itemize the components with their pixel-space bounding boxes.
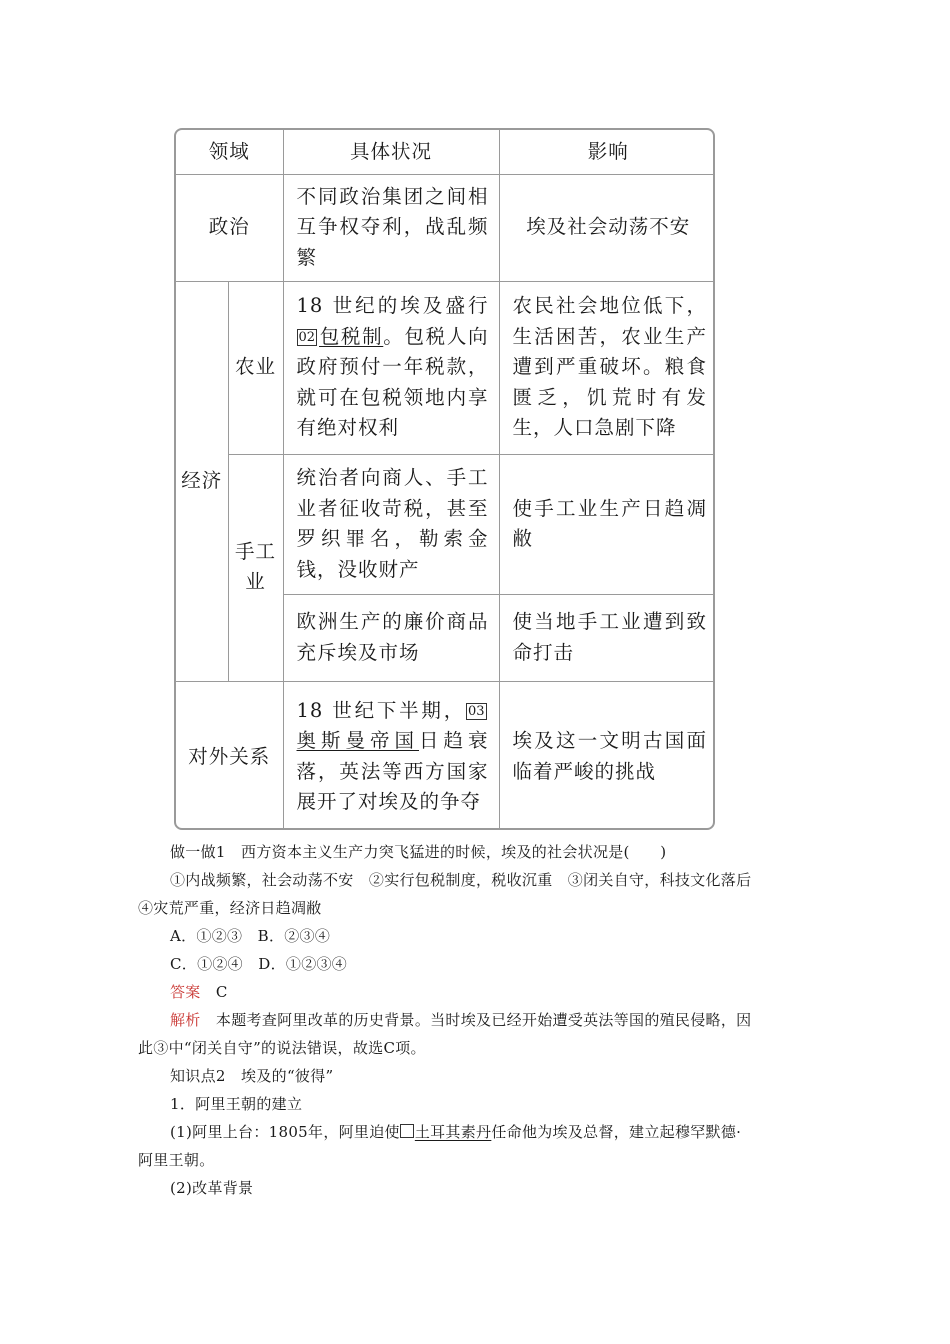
agriculture-status: [283, 281, 499, 454]
item-2: (2)改革背景: [170, 1179, 254, 1197]
foreign-status-term: 奥斯曼帝国: [296, 729, 419, 753]
table-row: [176, 174, 715, 281]
fill-in-blank-box: [400, 1124, 414, 1138]
item-1-term: 土耳其素丹: [400, 1123, 492, 1141]
history-table: [174, 128, 715, 830]
item-1-line2: 阿里王朝。: [138, 1151, 215, 1169]
subheading-1: 1．阿里王朝的建立: [170, 1095, 303, 1113]
option-a-b: A．①②③ B．②③④: [170, 927, 331, 945]
agriculture-status-marked: [297, 325, 384, 348]
exercise-statements-line2: ④灾荒严重，经济日趋凋敝: [138, 899, 322, 917]
header-impact: 影响: [499, 130, 715, 174]
answer-value: C: [215, 983, 228, 1001]
exercise-statements-line1: ①内战频繁，社会动荡不安 ②实行包税制度，税收沉重 ③闭关自守，科技文化落后: [170, 871, 752, 889]
agriculture-status-term: 包税制: [319, 324, 384, 348]
foreign-status-pre: 18 世纪下半期，: [296, 698, 466, 722]
foreign-impact: 埃及这一文明古国面临着严峻的挑战: [499, 681, 715, 830]
row-label-handicraft: 手工业: [228, 454, 283, 681]
row-label-economy: 经济: [176, 281, 228, 681]
politics-status: 不同政治集团之间相互争权夺利，战乱频繁: [283, 174, 499, 281]
row-label-politics: 政治: [176, 174, 283, 281]
handicraft-status-1: 统治者向商人、手工业者征收苛税，甚至罗织罪名，勒索金钱，没收财产: [283, 454, 499, 594]
politics-impact: 埃及社会动荡不安: [499, 174, 715, 281]
foreign-status: [283, 681, 499, 830]
item-1-line1: (1)阿里上台：1805年，阿里迫使 土耳其素丹任命他为埃及总督，建立起穆罕默德·: [170, 1123, 742, 1141]
foreign-status-post: 日趋衰落，英法等西方国家展开了对埃及的争夺: [296, 729, 489, 814]
agriculture-status-post: 。包税人向政府预付一年税款，就可在包税领地内享有绝对权利: [296, 324, 489, 440]
row-label-foreign: 对外关系: [176, 681, 283, 830]
note-number-02: 02: [298, 329, 316, 345]
answer-line: [170, 982, 228, 1002]
handicraft-impact-2: 使当地手工业遭到致命打击: [499, 594, 715, 681]
agriculture-impact: 农民社会地位低下，生活困苦，农业生产遭到严重破坏。粮食匮乏，饥荒时有发生，人口急剧下降: [499, 281, 715, 454]
handicraft-impact-1: 使手工业生产日趋凋敝: [499, 454, 715, 594]
analysis-line2: 此③中“闭关自守”的说法错误，故选C项。: [138, 1039, 426, 1057]
analysis-label: 解析: [170, 1011, 201, 1029]
table-header-row: [176, 130, 715, 174]
header-domain: 领域: [176, 130, 283, 174]
answer-label: 答案: [170, 983, 201, 1001]
table-row: [176, 454, 715, 594]
status-table: [176, 130, 715, 830]
header-status: 具体状况: [283, 130, 499, 174]
knowledge-heading: 知识点2 埃及的“彼得”: [170, 1067, 334, 1085]
note-number-03: 03: [467, 703, 485, 719]
row-label-agriculture: 农业: [228, 281, 283, 454]
agriculture-status-pre: 18 世纪的埃及盛行: [296, 294, 489, 318]
exercise-question: 做一做1 西方资本主义生产力突飞猛进的时候，埃及的社会状况是( ): [170, 843, 667, 861]
option-c-d: C．①②④ D．①②③④: [170, 955, 348, 973]
table-row: [176, 681, 715, 830]
analysis-line1: 解析 本题考查阿里改革的历史背景。当时埃及已经开始遭受英法等国的殖民侵略，因: [170, 1011, 752, 1029]
table-row: [176, 281, 715, 454]
handicraft-status-2: 欧洲生产的廉价商品充斥埃及市场: [283, 594, 499, 681]
